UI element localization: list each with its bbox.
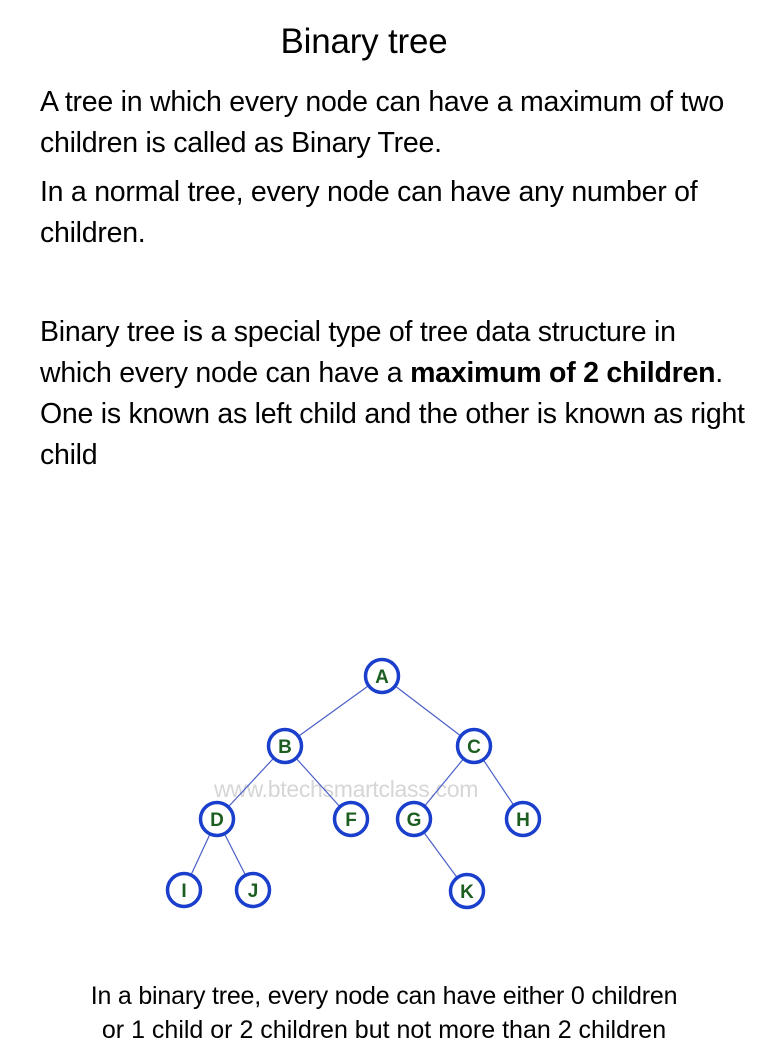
tree-node-b	[269, 730, 302, 763]
binary-tree-diagram	[0, 600, 768, 930]
tree-edges	[184, 676, 523, 891]
tree-node-k	[451, 875, 484, 908]
tree-node-g	[398, 803, 431, 836]
tree-node-d	[201, 803, 234, 836]
tree-node-j	[237, 874, 270, 907]
node-label: G	[406, 810, 422, 831]
node-label: B	[278, 737, 292, 758]
node-label: J	[247, 881, 259, 902]
tree-node-f	[335, 803, 368, 836]
node-label: I	[181, 881, 187, 902]
watermark-text: www.btechsmartclass.com	[214, 776, 479, 802]
node-label: F	[345, 810, 357, 831]
node-label: C	[467, 737, 481, 758]
tree-node-c	[458, 730, 491, 763]
tree-node-i	[168, 874, 201, 907]
paragraph-special-type-end: . One is known as left child and the other is known as right child	[40, 357, 745, 471]
slide-title: Binary tree	[280, 22, 448, 61]
paragraph-special-type	[40, 312, 752, 476]
node-label: A	[375, 667, 389, 688]
paragraph-special-type-bold: maximum of 2 children	[410, 357, 716, 389]
paragraph-special-type-start: Binary tree is a special type of tree data structure in which every node can have a	[40, 316, 676, 389]
node-label: K	[460, 882, 474, 903]
tree-node-a	[366, 660, 399, 693]
node-label: H	[516, 810, 530, 831]
footer-text-line-2: or 1 child or 2 children but not more than 2 children	[101, 1016, 667, 1044]
node-label: D	[210, 810, 224, 831]
tree-node-h	[507, 803, 540, 836]
paragraph-normal-tree: In a normal tree, every node can have any number of children.	[40, 176, 698, 249]
paragraph-definition: A tree in which every node can have a maximum of two children is called as Binary Tree.	[40, 86, 725, 159]
footer-text-line-1: In a binary tree, every node can have either 0 children	[90, 982, 678, 1010]
